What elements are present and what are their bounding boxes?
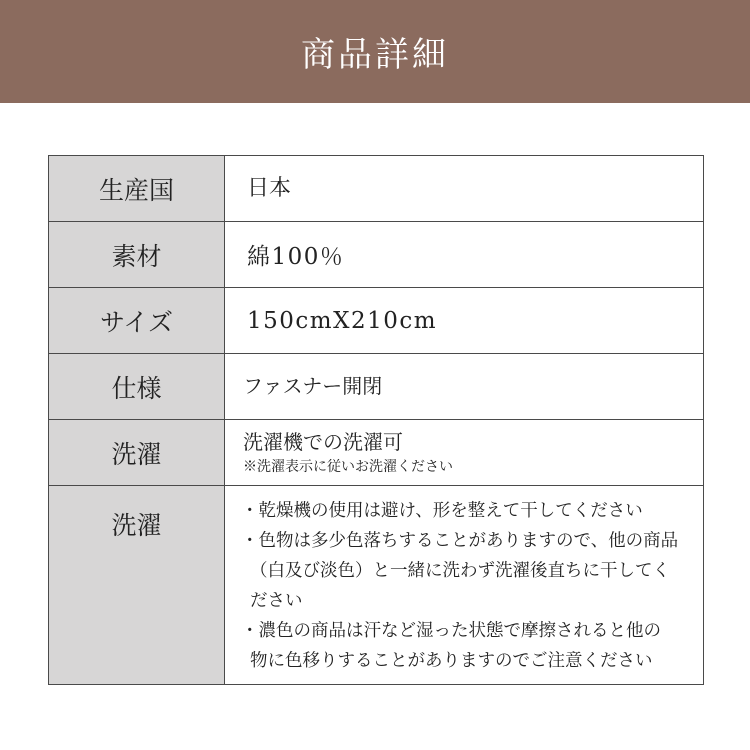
product-spec-table [48, 155, 704, 685]
value-washing [225, 420, 704, 486]
washing-note: ※洗濯表示に従いお洗濯ください [243, 458, 453, 475]
size-value: 150cmX210cm [247, 307, 438, 334]
value-size [225, 288, 704, 354]
washing-value: 洗濯機での洗濯可 [243, 429, 403, 454]
label-size: サイズ [49, 288, 225, 354]
label-origin: 生産国 [49, 156, 225, 222]
table-row [49, 222, 704, 288]
material-value: 綿100％ [247, 244, 345, 270]
care-note-line: ・濃色の商品は汗など湿った状態で摩擦されると他の [241, 621, 661, 641]
value-material [225, 222, 704, 288]
table-row [49, 156, 704, 222]
page-title: 商品詳細 [301, 35, 449, 75]
origin-value: 日本 [247, 175, 292, 201]
label-material: 素材 [49, 222, 225, 288]
table-row [49, 420, 704, 486]
spec-value: ファスナー開閉 [243, 374, 383, 398]
label-care: 洗濯 [49, 486, 225, 685]
care-note-line: （白及び淡色）と一緒に洗わず洗濯後直ちに干してく [250, 561, 670, 581]
label-spec: 仕様 [49, 354, 225, 420]
header-banner [0, 0, 750, 103]
table-row [49, 486, 704, 685]
care-notes [225, 486, 704, 685]
table-row [49, 354, 704, 420]
value-origin [225, 156, 704, 222]
care-note-line: ・乾燥機の使用は避け、形を整えて干してください [241, 501, 643, 521]
label-washing: 洗濯 [49, 420, 225, 486]
value-spec [225, 354, 704, 420]
table-row [49, 288, 704, 354]
care-note-line: 物に色移りすることがありますのでご注意ください [250, 651, 653, 671]
care-note-line: ださい [250, 591, 303, 611]
care-note-line: ・色物は多少色落ちすることがありますので、他の商品 [241, 531, 679, 551]
